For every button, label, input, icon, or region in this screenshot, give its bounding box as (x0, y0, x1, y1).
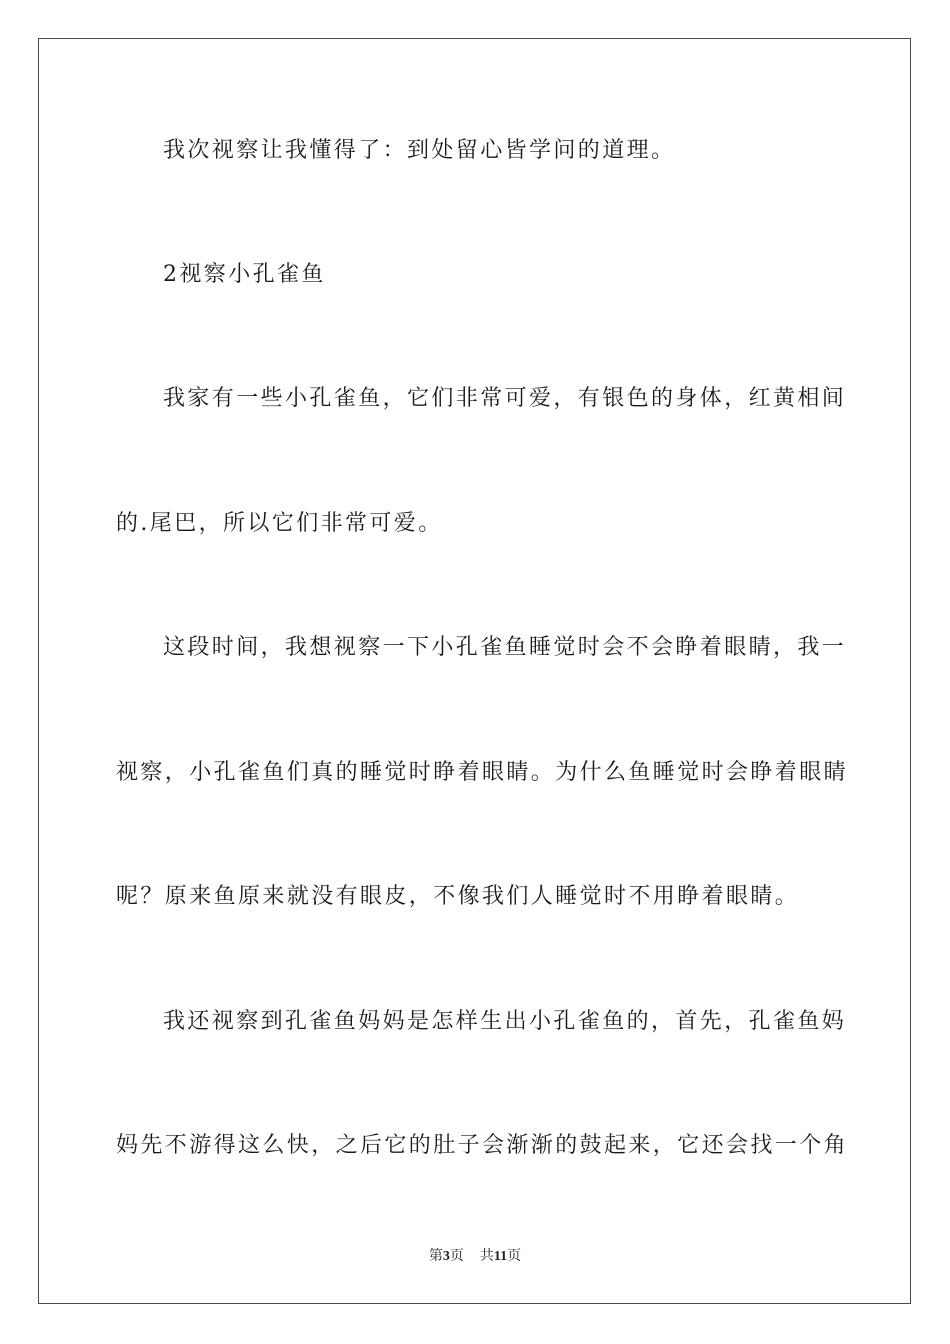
text-line: 妈先不游得这么快，之后它的肚子会渐渐的鼓起来，它还会找一个角 (116, 1133, 849, 1158)
page-footer (0, 1248, 950, 1266)
page-suffix: 页 (449, 1249, 464, 1264)
section-heading: 2视察小孔雀鱼 (163, 262, 326, 287)
text-line: 我次视察让我懂得了：到处留心皆学问的道理。 (163, 138, 676, 163)
text-line: 我还视察到孔雀鱼妈妈是怎样生出小孔雀鱼的，首先，孔雀鱼妈 (163, 1009, 847, 1034)
page-prefix: 第 (428, 1249, 443, 1264)
text-line: 我家有一些小孔雀鱼，它们非常可爱，有银色的身体，红黄相间 (163, 386, 847, 411)
text-line: 的.尾巴，所以它们非常可爱。 (116, 511, 443, 536)
total-page-number: 11 (493, 1249, 508, 1264)
text-line: 呢？原来鱼原来就没有眼皮，不像我们人睡觉时不用睁着眼睛。 (116, 884, 800, 909)
total-suffix: 页 (507, 1249, 522, 1264)
text-line: 这段时间，我想视察一下小孔雀鱼睡觉时会不会睁着眼睛，我一 (163, 635, 847, 660)
text-line: 视察，小孔雀鱼们真的睡觉时睁着眼睛。为什么鱼睡觉时会睁着眼睛 (116, 760, 849, 785)
page-border (38, 38, 911, 1304)
total-prefix: 共 (479, 1249, 494, 1264)
current-page-number: 3 (442, 1249, 450, 1264)
